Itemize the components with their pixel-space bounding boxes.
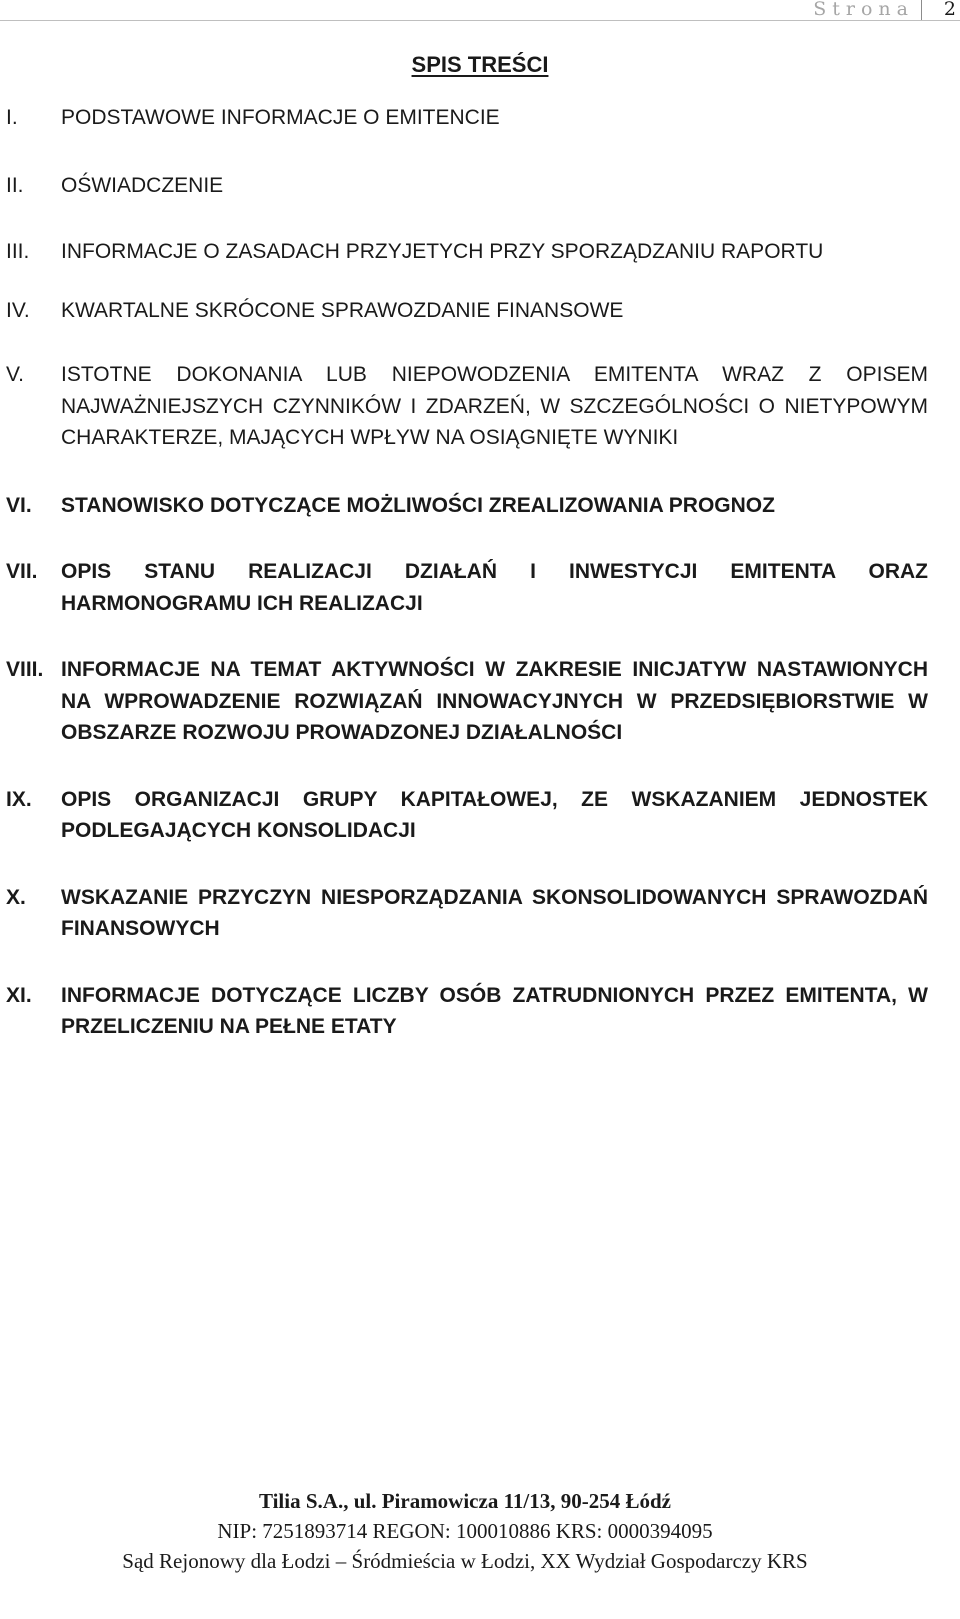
toc-item-number: IX. [6,787,32,811]
toc-item-number: I. [6,106,18,129]
toc-item-text: INFORMACJE DOTYCZĄCE LICZBY OSÓB ZATRUDNIONYCH PRZEZ EMITENTA, W PRZELICZENIU NA PEŁNE ETATY [61,983,928,1038]
toc-item-text: OPIS ORGANIZACJI GRUPY KAPITAŁOWEJ, ZE WSKAZANIEM JEDNOSTEK PODLEGAJĄCYCH KONSOLIDACJI [61,787,928,842]
toc-item-number: IV. [6,298,30,322]
page-label: Strona [813,0,914,20]
toc-item-number: VI. [6,493,32,517]
toc-item-10 [6,882,928,945]
footer-company-address: Tilia S.A., ul. Piramowicza 11/13, 90-254 Łódź [258,1489,672,1513]
toc-item-7 [6,556,928,619]
toc-item-text: WSKAZANIE PRZYCZYN NIESPORZĄDZANIA SKONSOLIDOWANYCH SPRAWOZDAŃ FINANSOWYCH [61,885,928,940]
toc-list [6,102,928,1043]
toc-item-3 [6,236,928,268]
toc-item-4 [6,295,928,327]
toc-item-number: VIII. [6,658,44,681]
toc-item-2 [6,170,928,202]
toc-item-11 [6,980,928,1043]
toc-item-text: INFORMACJE NA TEMAT AKTYWNOŚCI W ZAKRESIE INICJATYW NASTAWIONYCH NA WPROWADZENIE ROZWIĄZAŃ INNOWACYJNYCH W PRZEDSIĘBIORSTWIE W OBSZARZE ROZWOJU PROWADZONEJ DZIAŁALNOŚCI [61,658,928,744]
toc-title: SPIS TREŚCI [411,52,549,77]
toc-item-number: V. [6,363,24,386]
toc-item-6 [6,490,928,522]
toc-item-text: OŚWIADCZENIE [61,173,224,197]
toc-item-text: PODSTAWOWE INFORMACJE O EMITENCIE [61,106,500,129]
toc-item-1 [6,102,928,134]
toc-item-text: INFORMACJE O ZASADACH PRZYJETYCH PRZY SPORZĄDZANIU RAPORTU [61,240,824,263]
page-footer [0,1486,930,1576]
footer-registration-ids: NIP: 7251893714 REGON: 100010886 KRS: 0000394095 [217,1519,713,1543]
toc-item-number: X. [6,885,26,909]
toc-item-8 [6,654,928,749]
toc-item-text: STANOWISKO DOTYCZĄCE MOŻLIWOŚCI ZREALIZOWANIA PROGNOZ [61,493,775,517]
page-header [0,0,960,22]
toc-item-5 [6,359,928,454]
toc-item-number: III. [6,240,30,263]
toc-item-9 [6,784,928,847]
page-number: 2 [943,0,956,20]
header-separator [921,0,922,20]
toc-item-text: OPIS STANU REALIZACJI DZIAŁAŃ I INWESTYCJI EMITENTA ORAZ HARMONOGRAMU ICH REALIZACJI [61,560,928,615]
header-rule [0,20,960,21]
toc-item-text: ISTOTNE DOKONANIA LUB NIEPOWODZENIA EMITENTA WRAZ Z OPISEM NAJWAŻNIEJSZYCH CZYNNIKÓW I ZDARZEŃ, W SZCZEGÓLNOŚCI O NIETYPOWYM CHARAKTERZE, MAJĄCYCH WPŁYW NA OSIĄGNIĘTE WYNIKI [61,363,928,449]
toc-item-text: KWARTALNE SKRÓCONE SPRAWOZDANIE FINANSOWE [61,298,624,322]
toc-item-number: XI. [6,983,32,1007]
toc-item-number: II. [6,173,24,197]
toc-item-number: VII. [6,560,38,583]
footer-court-registry: Sąd Rejonowy dla Łodzi – Śródmieścia w Łodzi, XX Wydział Gospodarczy KRS [122,1549,808,1573]
